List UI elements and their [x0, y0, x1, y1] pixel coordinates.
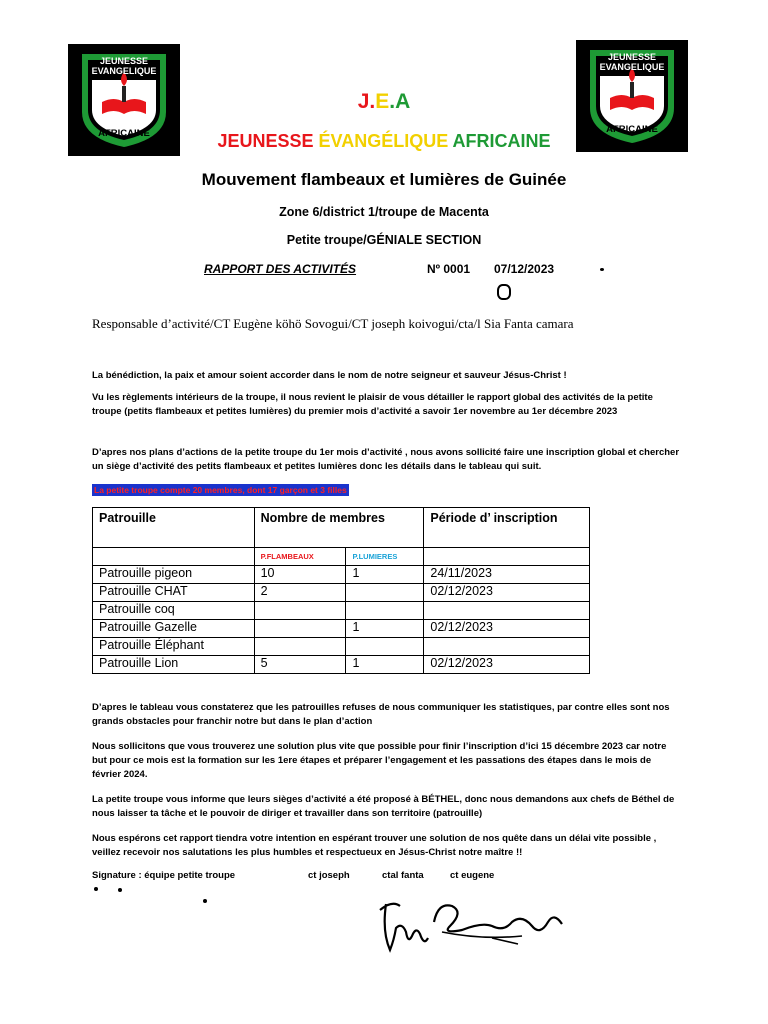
header-patrouille: Patrouille — [93, 508, 255, 548]
paragraph-solicitation: Nous sollicitons que vous trouverez une solution plus vite que possible pour finir l’inscription d’ici 15 décembre 2023 car notre but pour ce mois est la formation sur les 1ere étapes et préparer l’engagement et les passations des étapes dans le mois de février 2024. — [92, 741, 667, 780]
org-name-part-2: ÉVANGÉLIQUE — [318, 131, 449, 151]
table-row — [93, 566, 590, 584]
paragraph-rules: Vu les règlements intérieurs de la troupe, il nous revient le plaisir de vous détailler le rapport global des activités de la petite troupe (petits flambeaux et petites lumières) du premier mois d’activité a savoir 1er novembre au 1er décembre 2023 — [92, 392, 653, 417]
cell-flambeaux: 2 — [254, 584, 346, 602]
stray-mark — [203, 899, 207, 903]
logo-top-text-1: JEUNESSE — [99, 56, 149, 66]
subheader-empty — [93, 548, 255, 566]
patrouille-table — [92, 507, 590, 674]
cell-lumieres — [346, 602, 424, 620]
movement-title: Mouvement flambeaux et lumières de Guinée — [201, 170, 567, 189]
paragraph-blessing: La bénédiction, la paix et amour soient accorder dans le nom de notre seigneur et sauveur Jésus-Christ ! — [92, 370, 567, 381]
table-row — [93, 656, 590, 674]
cell-patrouille: Patrouille Éléphant — [93, 638, 255, 656]
cell-lumieres — [346, 638, 424, 656]
subheader-lumieres: P.LUMIERES — [346, 548, 424, 566]
cell-periode: 02/12/2023 — [424, 584, 590, 602]
logo-bottom-text: AFRICAINE — [606, 124, 658, 135]
acronym-j: J — [357, 90, 370, 113]
cell-periode: 24/11/2023 — [424, 566, 590, 584]
cell-flambeaux: 5 — [254, 656, 346, 674]
org-name-part-3: AFRICAINE — [452, 131, 551, 151]
stray-mark — [497, 284, 511, 300]
highlight-member-count: La petite troupe compte 20 membres, dont 17 garçon et 3 filles — [94, 485, 347, 495]
signer-eugene: ct eugene — [450, 870, 495, 881]
acronym-e: E — [375, 90, 390, 113]
paragraph-plans: D’apres nos plans d’actions de la petite troupe du 1er mois d’activité , nous avons sollicité faire une inscription global et chercher un siège d’activité des petits flambeaux et petites lumières donc les détails dans le tableau qui suit. — [92, 447, 680, 472]
table-row — [93, 620, 590, 638]
handwritten-signatures-icon — [372, 892, 572, 962]
table-row — [93, 584, 590, 602]
report-date: 07/12/2023 — [494, 262, 555, 276]
logo-bottom-text: AFRICAINE — [98, 128, 150, 139]
cell-patrouille: Patrouille Gazelle — [93, 620, 255, 638]
troupe-line: Petite troupe/GÉNIALE SECTION — [286, 233, 482, 247]
table-subheader-row — [93, 548, 590, 566]
signer-fanta: ctal fanta — [382, 870, 424, 881]
paragraph-bethel: La petite troupe vous informe que leurs sièges d’activité a été proposé à BÉTHEL, donc nous demandons aux chefs de Béthel de nous laisser ta tâche et le pouvoir de diriger et travailler dans son territoire (patrouille) — [92, 794, 675, 819]
logo-top-text-2: EVANGELIQUE — [91, 66, 157, 76]
logo-top-text-2: EVANGELIQUE — [599, 62, 665, 72]
cell-periode: 02/12/2023 — [424, 656, 590, 674]
report-number: Nº 0001 — [427, 262, 471, 276]
table-header-row — [93, 508, 590, 548]
cell-lumieres: 1 — [346, 620, 424, 638]
cell-periode: 02/12/2023 — [424, 620, 590, 638]
cell-flambeaux — [254, 602, 346, 620]
stray-mark — [600, 268, 604, 271]
logo-top-text-1: JEUNESSE — [607, 52, 657, 62]
signature-label: Signature : équipe petite troupe — [92, 870, 236, 881]
cell-flambeaux: 10 — [254, 566, 346, 584]
responsible-line: Responsable d’activité/CT Eugène köhö Sovogui/CT joseph koivogui/cta/l Sia Fanta camara — [92, 316, 574, 331]
subheader-empty — [424, 548, 590, 566]
signer-joseph: ct joseph — [308, 870, 350, 881]
cell-flambeaux — [254, 620, 346, 638]
org-name-part-1: JEUNESSE — [217, 131, 314, 151]
zone-line: Zone 6/district 1/troupe de Macenta — [279, 205, 489, 219]
cell-periode — [424, 638, 590, 656]
cell-lumieres: 1 — [346, 656, 424, 674]
acronym-title — [0, 90, 768, 114]
table-row — [93, 602, 590, 620]
cell-patrouille: Patrouille pigeon — [93, 566, 255, 584]
cell-lumieres — [346, 584, 424, 602]
paragraph-table-note: D’apres le tableau vous constaterez que les patrouilles refuses de nous communiquer les statistiques, par contre elles sont nos grands obstacles pour franchir notre but dans le plan d’action — [92, 702, 670, 727]
cell-periode — [424, 602, 590, 620]
table-row — [93, 638, 590, 656]
header-nombre-membres: Nombre de membres — [254, 508, 424, 548]
acronym-dot-2: . — [389, 90, 396, 113]
cell-flambeaux — [254, 638, 346, 656]
stray-mark — [118, 888, 122, 892]
organization-name — [0, 131, 768, 152]
cell-patrouille: Patrouille Lion — [93, 656, 255, 674]
paragraph-closing: Nous espérons cet rapport tiendra votre intention en espérant trouver une solution de nos quête dans un délai vite possible , veillez recevoir nos salutations les plus humbles et respectueux en Jésus-Christ notre maître !! — [92, 833, 657, 858]
stray-mark — [94, 887, 98, 891]
cell-lumieres: 1 — [346, 566, 424, 584]
acronym-a: A — [395, 90, 411, 113]
header-periode: Période d’ inscription — [424, 508, 590, 548]
report-title: RAPPORT DES ACTIVITÉS — [204, 262, 357, 276]
acronym-dot-1: . — [369, 90, 376, 113]
cell-patrouille: Patrouille CHAT — [93, 584, 255, 602]
subheader-flambeaux: P.FLAMBEAUX — [254, 548, 346, 566]
cell-patrouille: Patrouille coq — [93, 602, 255, 620]
